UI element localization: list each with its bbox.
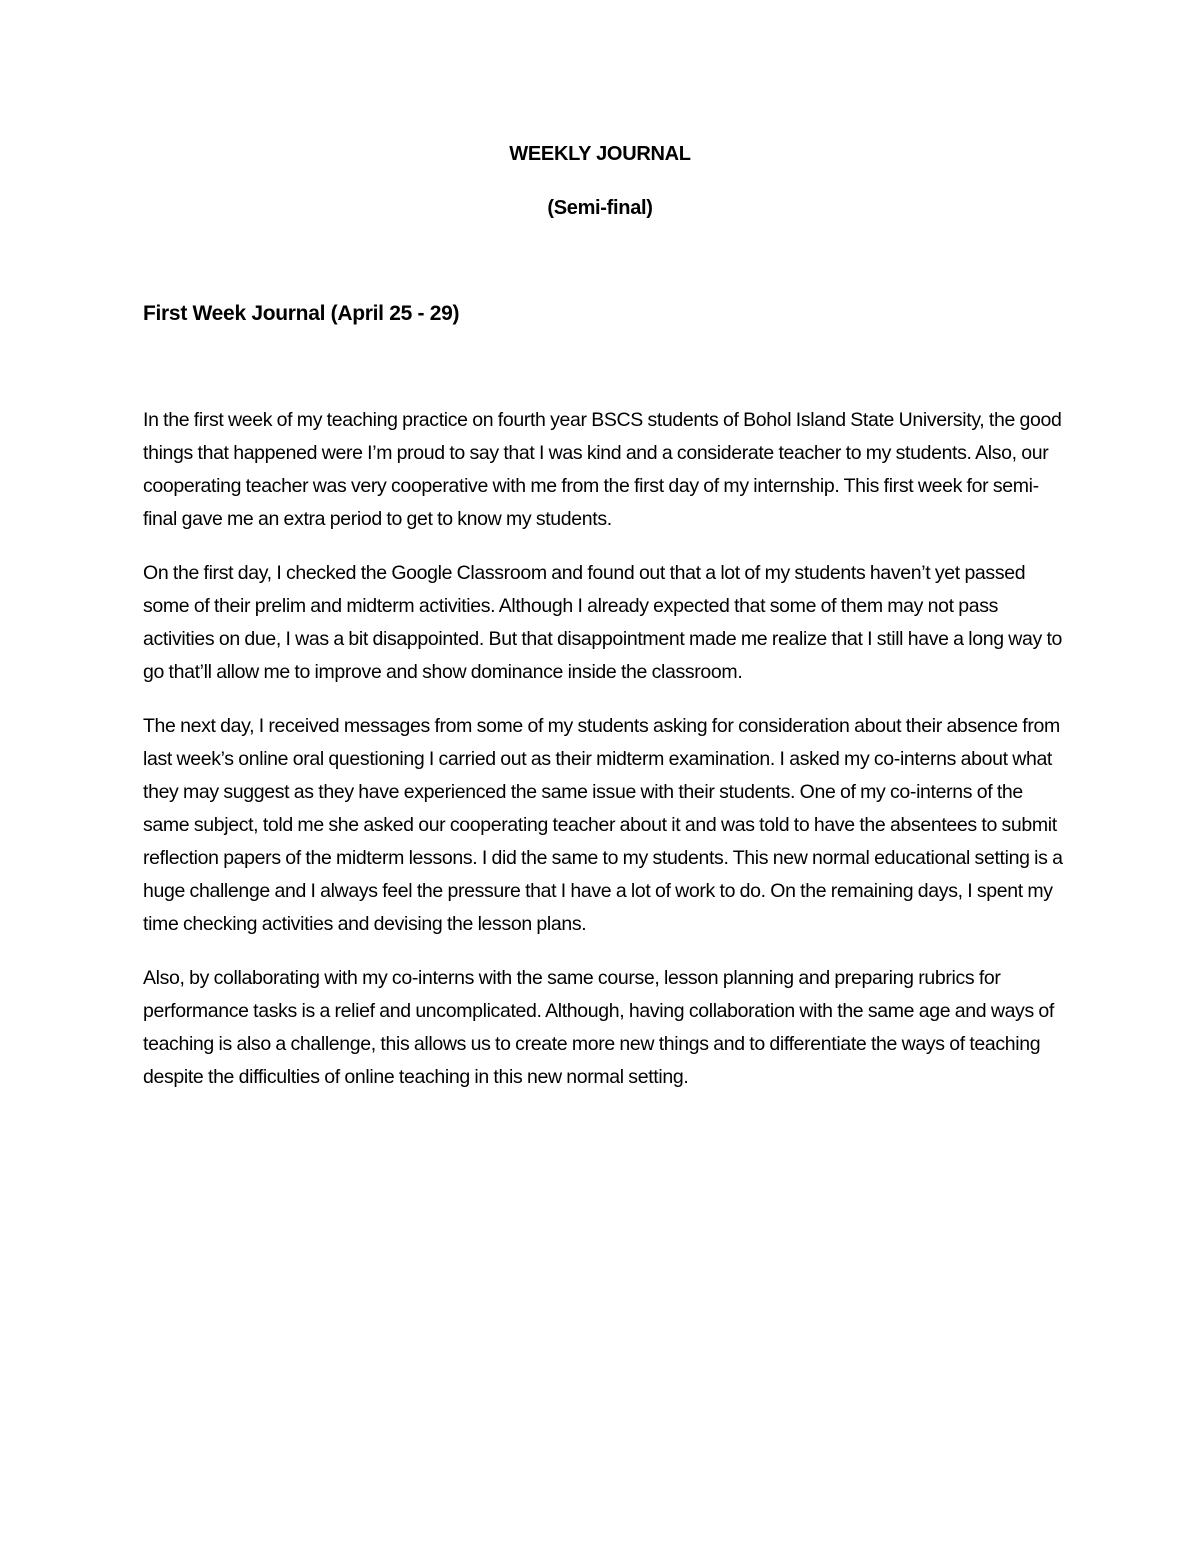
paragraph-4: Also, by collaborating with my co-interns with the same course, lesson planning and preparing rubrics for performance tasks is a relief and uncomplicated. Although, having collaboration with the same age and ways of teaching is also a challenge, this allows us to create more new things and to differentiate the ways of teaching despite the difficulties of online teaching in this new normal setting. bbox=[143, 967, 1054, 1088]
paragraph-2: On the first day, I checked the Google Classroom and found out that a lot of my students haven’t yet passed some of their prelim and midterm activities. Although I already expected that some of them may not pass activities on due, I was a bit disappointed. But that disappointment made me realize that I still have a long way to go that’ll allow me to improve and show dominance inside the classroom. bbox=[143, 562, 1063, 683]
paragraph-3: The next day, I received messages from some of my students asking for consideration about their absence from last week’s online oral questioning I carried out as their midterm examination. I asked my co-interns about what they may suggest as they have experienced the same issue with their students. One of my co-interns of the same subject, told me she asked our cooperating teacher about it and was told to have the absentees to submit reflection papers of the midterm lessons. I did the same to my students. This new normal educational setting is a huge challenge and I always feel the pressure that I have a lot of work to do. On the remaining days, I spent my time checking activities and devising the lesson plans. bbox=[143, 715, 1063, 935]
document-title: WEEKLY JOURNAL bbox=[509, 143, 691, 165]
document-subtitle: (Semi-final) bbox=[547, 197, 653, 219]
journal-body bbox=[143, 404, 1063, 1115]
paragraph-1: In the first week of my teaching practice on fourth year BSCS students of Bohol Island State University, the good things that happened were I’m proud to say that I was kind and a considerate teacher to my students. Also, our cooperating teacher was very cooperative with me from the first day of my internship. This first week for semi-final gave me an extra period to get to know my students. bbox=[143, 409, 1062, 530]
section-heading: First Week Journal (April 25 - 29) bbox=[143, 302, 460, 325]
